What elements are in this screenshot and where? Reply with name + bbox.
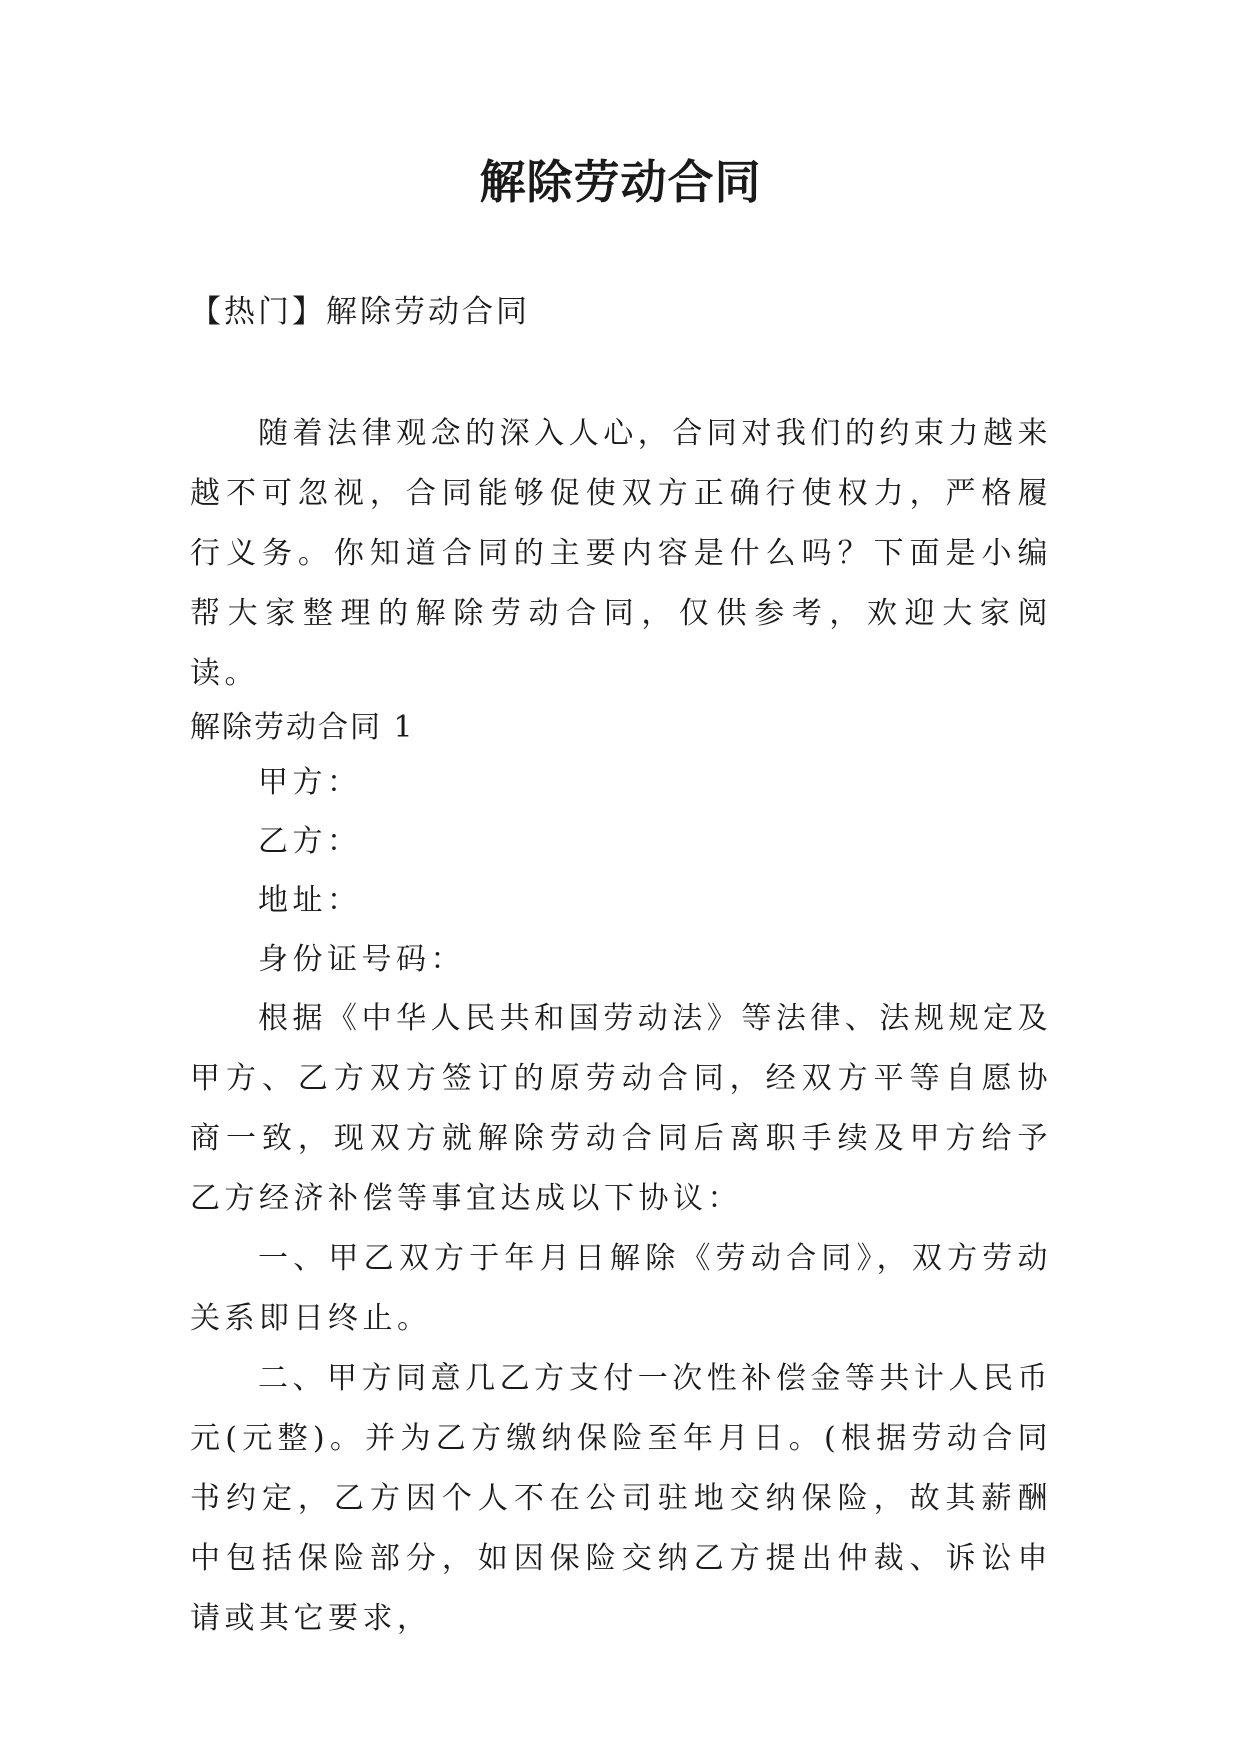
intro-paragraph: 随着法律观念的深入人心，合同对我们的约束力越来越不可忽视，合同能够促使双方正确行使权力，严格履行义务。你知道合同的主要内容是什么吗？下面是小编帮大家整理的解除劳动合同，仅供参考，欢迎大家阅读。 xyxy=(190,416,1052,691)
party-fields xyxy=(258,753,465,989)
contract-clauses xyxy=(190,989,1052,1649)
clause-preamble: 根据《中华人民共和国劳动法》等法律、法规规定及甲方、乙方双方签订的原劳动合同，经双方平等自愿协商一致，现双方就解除劳动合同后离职手续及甲方给予乙方经济补偿等事宜达成以下协议： xyxy=(190,1001,1052,1216)
id-number-field: 身份证号码： xyxy=(258,942,465,977)
section-heading: 解除劳动合同 1 xyxy=(190,710,415,745)
party-b-field: 乙方： xyxy=(258,824,362,859)
party-a-field: 甲方： xyxy=(258,765,362,800)
document-tagline: 【热门】解除劳动合同 xyxy=(190,294,530,330)
clause-two: 二、甲方同意几乙方支付一次性补偿金等共计人民币元(元整)。并为乙方缴纳保险至年月日。(根据劳动合同书约定，乙方因个人不在公司驻地交纳保险，故其薪酬中包括保险部分，如因保险交纳乙方提出仲裁、诉讼申请或其它要求， xyxy=(190,1361,1052,1636)
clause-one: 一、甲乙双方于年月日解除《劳动合同》，双方劳动关系即日终止。 xyxy=(190,1241,1052,1336)
address-field: 地址： xyxy=(258,883,362,918)
document-title: 解除劳动合同 xyxy=(479,155,762,209)
